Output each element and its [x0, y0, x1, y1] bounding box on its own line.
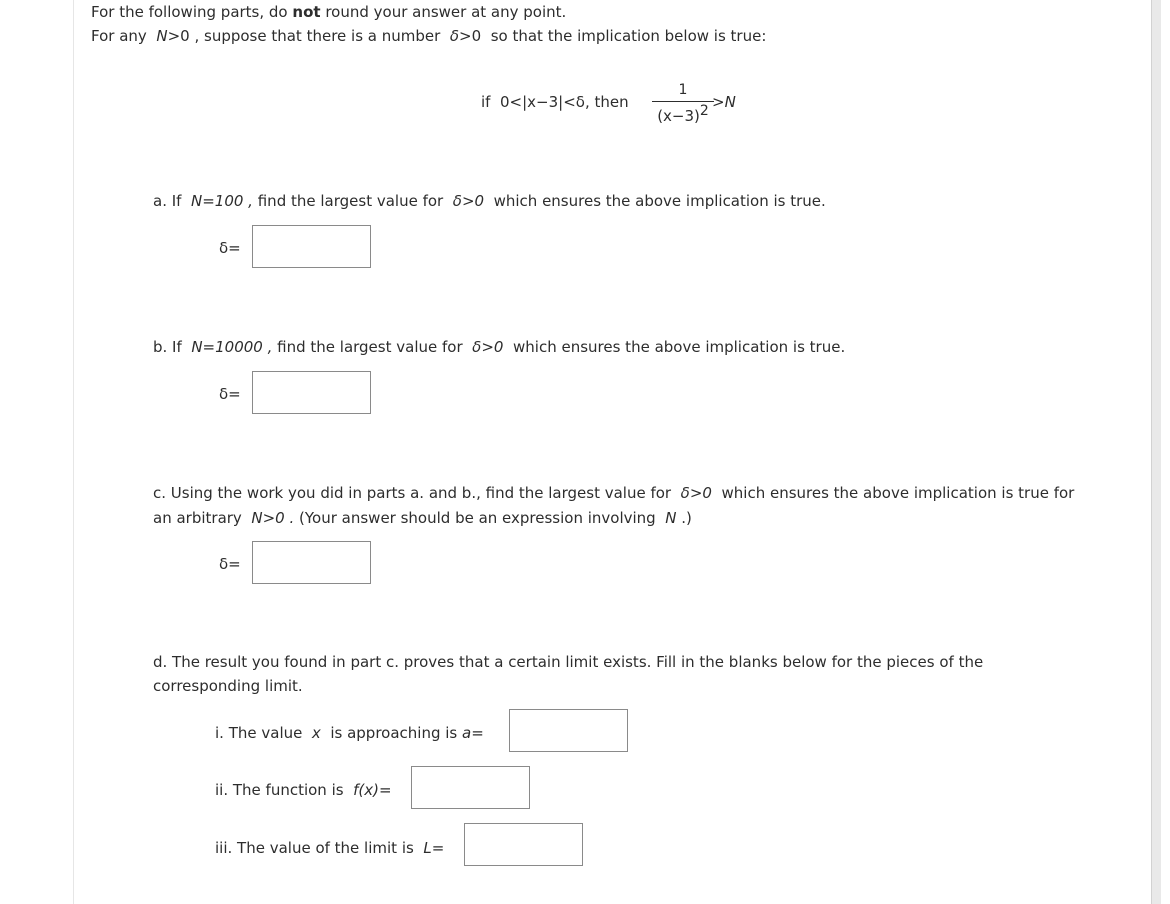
delta-a-label: δ= [219, 239, 241, 257]
L-value-input[interactable] [464, 823, 583, 866]
part-b-expr: N=10000 , [191, 338, 273, 356]
part-b-question [153, 338, 845, 356]
part-a-expr: N=100 , [190, 192, 253, 210]
part-c-n: N [665, 509, 677, 527]
denominator-text: (x−3) [657, 107, 700, 125]
part-a-text2: which ensures the above implication is true. [493, 192, 826, 210]
part-a-prefix: a. If [153, 192, 182, 210]
d-i-text2: is approaching is [330, 724, 458, 742]
delta-b-input[interactable] [252, 371, 371, 414]
part-c-question-line-1 [153, 484, 1074, 502]
part-c-expr: N>0 . [251, 509, 295, 527]
intro-bold-not: not [292, 3, 321, 21]
implication-rhs [712, 93, 736, 111]
part-a-delta: δ>0 [452, 192, 485, 210]
math-n: N [156, 27, 168, 45]
d-i-text: i. The value [215, 724, 303, 742]
part-a-question [153, 192, 826, 210]
part-b-text2: which ensures the above implication is true. [513, 338, 846, 356]
part-d-i-label [215, 724, 484, 742]
intro-line-1 [91, 3, 566, 21]
part-c-question-line-2 [153, 509, 692, 527]
intro-text: round your answer at any point. [325, 3, 567, 21]
delta-c-label: δ= [219, 555, 241, 573]
intro-line-2 [91, 27, 766, 45]
f-value-input[interactable] [411, 766, 530, 809]
delta-a-input[interactable] [252, 225, 371, 268]
intro-text: suppose that there is a number [204, 27, 441, 45]
intro-text: For any [91, 27, 147, 45]
condition-expr: 0<|x−3|<δ [500, 93, 585, 111]
math-delta: δ [449, 27, 460, 45]
part-d-ii-label [215, 781, 392, 799]
part-c-text: c. Using the work you did in parts a. and b., find the largest value for [153, 484, 672, 502]
d-i-eq: a= [462, 724, 484, 742]
math-cond: >0 , [167, 27, 200, 45]
part-c-text3: an arbitrary [153, 509, 242, 527]
right-edge [1161, 0, 1170, 904]
part-d-question-line-2: corresponding limit. [153, 677, 303, 695]
part-b-prefix: b. If [153, 338, 182, 356]
then-text: , then [584, 93, 629, 111]
part-a-text: find the largest value for [257, 192, 444, 210]
part-c-delta: δ>0 [680, 484, 712, 502]
rhs-expr: >N [712, 93, 736, 111]
exponent-text: 2 [699, 103, 709, 119]
a-value-input[interactable] [509, 709, 628, 752]
d-i-var: x [311, 724, 321, 742]
numerator-text: 1 [678, 82, 688, 98]
d-iii-text: iii. The value of the limit is [215, 839, 414, 857]
d-ii-eq: f(x)= [353, 781, 392, 799]
fraction-denominator [652, 103, 714, 125]
part-d-question-line-1: d. The result you found in part c. proves that a certain limit exists. Fill in the blanks below for the pieces of the [153, 653, 984, 671]
d-ii-text: ii. The function is [215, 781, 344, 799]
content-left-border [73, 0, 74, 904]
part-b-text: find the largest value for [277, 338, 463, 356]
intro-text: For the following parts, do [91, 3, 288, 21]
part-b-delta: δ>0 [472, 338, 504, 356]
if-text: if [481, 93, 491, 111]
fraction-bar [652, 101, 714, 102]
math-cond: >0 [459, 27, 482, 45]
d-iii-eq: L= [423, 839, 445, 857]
part-c-text4: (Your answer should be an expression involving [299, 509, 656, 527]
delta-b-label: δ= [219, 385, 241, 403]
implication-condition [481, 93, 629, 111]
fraction-numerator [652, 82, 714, 98]
part-d-iii-label [215, 839, 444, 857]
intro-text: so that the implication below is true: [490, 27, 767, 45]
delta-c-input[interactable] [252, 541, 371, 584]
part-c-text2: which ensures the above implication is true for [721, 484, 1075, 502]
part-c-text5: .) [681, 509, 692, 527]
